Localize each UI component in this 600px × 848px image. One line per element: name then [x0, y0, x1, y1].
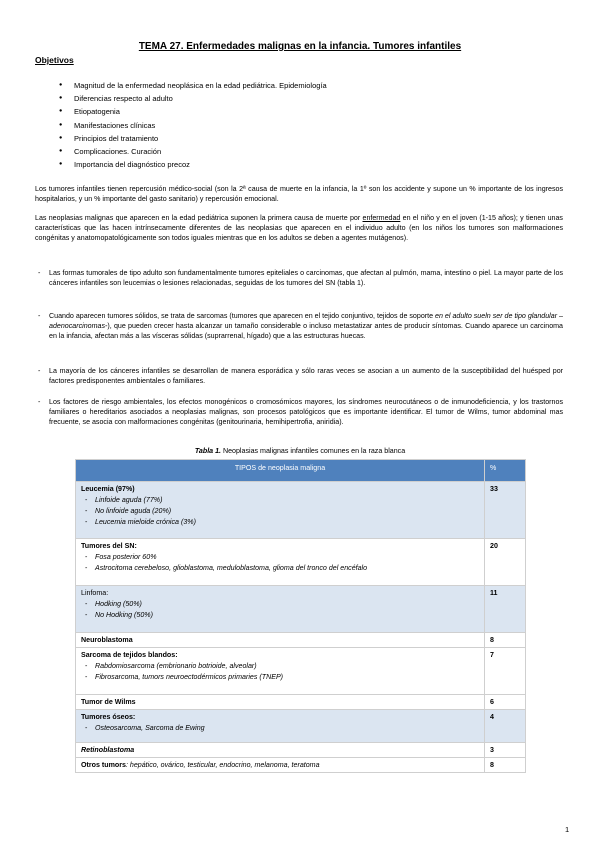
dash-item-text: La mayoría de los cánceres infantiles se desarrollan de manera esporádica y sólo raras veces se asocian a un aumento de la susceptibilidad del huésped por factores predisponentes ambientales o familiares.: [49, 367, 563, 386]
page-title: TEMA 27. Enfermedades malignas en la infancia. Tumores infantiles: [138, 41, 462, 52]
sub-item: - Hodking (50%): [85, 600, 479, 608]
row-name: Otros tumors: [81, 761, 126, 769]
underlined-word: enfermedad: [362, 214, 401, 222]
table-row: [76, 695, 526, 710]
list-item: ● Principios del tratamiento: [62, 132, 327, 145]
table-cell: [76, 586, 485, 633]
table-row: [76, 633, 526, 648]
objectives-heading: Objetivos: [35, 55, 74, 65]
page-number: 1: [565, 825, 570, 834]
row-name: Neuroblastoma: [81, 636, 133, 644]
row-percent: 7: [485, 648, 526, 695]
table-cell: [76, 743, 485, 758]
table-cell: [76, 648, 485, 695]
dash-item: [35, 268, 563, 288]
table-cell: [76, 633, 485, 648]
dash-item: [35, 311, 563, 342]
caption-text: Neoplasias malignas infantiles comunes en la raza blanca: [221, 447, 406, 455]
row-percent: 33: [485, 482, 526, 539]
header-type: TIPOS de neoplasia maligna: [76, 460, 485, 482]
italic-text: en el adulto sueln ser de tipo glandular –adenocarcinomas-: [49, 312, 563, 331]
tumors-table: [75, 459, 526, 773]
row-percent: 6: [485, 695, 526, 710]
table-row: [76, 482, 526, 539]
row-extra: : hepático, ovárico, testicular, endocrino, melanoma, teratoma: [125, 761, 320, 769]
sub-item: - Fibrosarcoma, tumors neuroectodérmicos primaries (TNEP): [85, 673, 479, 681]
table-row: [76, 758, 526, 773]
dash-item: [35, 397, 563, 428]
row-percent: 4: [485, 710, 526, 743]
sub-list: [81, 553, 479, 572]
sub-item: - Osteosarcoma, Sarcoma de Ewing: [85, 724, 479, 732]
sub-list: [81, 600, 479, 619]
row-name: Tumor de Wilms: [81, 698, 136, 706]
sub-item: - Astrocitoma cerebeloso, glioblastoma, meduloblastoma, glioma del tronco del encéfalo: [85, 564, 479, 572]
list-item: ● Complicaciones. Curación: [62, 145, 327, 158]
row-name: Sarcoma de tejidos blandos:: [81, 651, 178, 659]
paragraph-text: ), que pueden crecer hasta alcanzar un tamaño considerable o incluso metastatizar antes de producir síntomas. Cuando aparece un carcinoma en la infancia, afectan más a las vísceras sólidas (suprarrenal, hígado) que a las estructuras huecas.: [49, 322, 563, 341]
table-row: [76, 586, 526, 633]
row-percent: 8: [485, 633, 526, 648]
table-cell: [76, 482, 485, 539]
dash-item-text: Las formas tumorales de tipo adulto son fundamentalmente tumores epiteliales o carcinomas, que afectan al pulmón, mama, intestino o piel. La mayor parte de los cánceres infantiles son leucemias o lesiones relacionadas, seguidas de los tumores del SN (tabla 1).: [49, 269, 563, 288]
sub-item: - Fosa posterior 60%: [85, 553, 479, 561]
row-percent: 3: [485, 743, 526, 758]
sub-item: - Leucemia mieloide crónica (3%): [85, 518, 479, 526]
paragraph-text: Cuando aparecen tumores sólidos, se trata de sarcomas (tumores que aparecen en el tejido conjuntivo, tejidos de soporte: [49, 312, 436, 320]
row-name: Linfoma:: [81, 589, 109, 597]
objectives-list: [62, 79, 327, 171]
list-item: ● Diferencias respecto al adulto: [62, 92, 327, 105]
table-cell: [76, 710, 485, 743]
dash-mark: -: [38, 367, 41, 375]
dash-mark: -: [38, 398, 41, 406]
sub-list: [81, 496, 479, 526]
intro-paragraph: Los tumores infantiles tienen repercusión médico-social (son la 2ª causa de muerte en la infancia, la 1º son los accidente y supone un % importante de los ingresos hospitalarios, y un % importante del gasto sanitario) y repercusión emocional.: [35, 185, 563, 204]
paragraph-text: en el niño y en el joven (1-15 años); y tienen unas características que las hacen intrínsecamente diferentes de las neoplasias que aparecen en el individuo adulto (en los niños los tumores son malformaciones congénitas y anatomopatológicamente son todos iguales mientras que en los adultos se deben a agentes mutágenos).: [35, 214, 563, 243]
table-cell: [76, 758, 485, 773]
sub-item: - Rabdomiosarcoma (embrionario botrioide, alveolar): [85, 662, 479, 670]
dash-item: [35, 366, 563, 386]
dash-item-text: [49, 311, 563, 342]
list-item: ● Importancia del diagnóstico precoz: [62, 158, 327, 171]
neoplasias-paragraph: [35, 213, 563, 244]
table-caption: [0, 447, 600, 455]
table-header-row: [76, 460, 526, 482]
sub-list: [81, 724, 479, 732]
sub-item: - No Hodking (50%): [85, 611, 479, 619]
sub-item: - Linfoide aguda (77%): [85, 496, 479, 504]
row-percent: 11: [485, 586, 526, 633]
row-percent: 20: [485, 539, 526, 586]
list-item: ● Magnitud de la enfermedad neoplásica en la edad pediátrica. Epidemiología: [62, 79, 327, 92]
sub-item: - No linfoide aguda (20%): [85, 507, 479, 515]
dash-mark: -: [38, 269, 41, 277]
table-row: [76, 648, 526, 695]
row-name: Tumores del SN:: [81, 542, 137, 550]
row-name: Tumores óseos:: [81, 713, 136, 721]
table-row: [76, 710, 526, 743]
paragraph-text: Las neoplasias malignas que aparecen en la edad pediátrica suponen la primera causa de muerte por: [35, 214, 363, 222]
dash-item-text: Los factores de riesgo ambientales, los efectos monogénicos o cromosómicos mayores, los síndromes neurocutáneos o de inmunodeficiencia, y los trastornos familiares o hereditarios asociados a neoplasias malignas, son procesos patológicos que es importante identificar. El tumor de Wilms, tumor abdominal mas frecuente, se asocia con malformaciones congénitas (genitourinaria, hemihipertrofia, aniridia).: [49, 398, 563, 427]
caption-label: Tabla 1.: [194, 447, 221, 455]
list-item: ● Manifestaciones clínicas: [62, 119, 327, 132]
row-name: Retinoblastoma: [81, 746, 135, 754]
table-cell: [76, 695, 485, 710]
list-item: ● Etiopatogenia: [62, 105, 327, 118]
header-percent: %: [485, 460, 526, 482]
sub-list: [81, 662, 479, 681]
row-percent: 8: [485, 758, 526, 773]
row-name: Leucemia (97%): [81, 485, 135, 493]
table-cell: [76, 539, 485, 586]
table-row: [76, 743, 526, 758]
dash-mark: -: [38, 312, 41, 320]
table-row: [76, 539, 526, 586]
